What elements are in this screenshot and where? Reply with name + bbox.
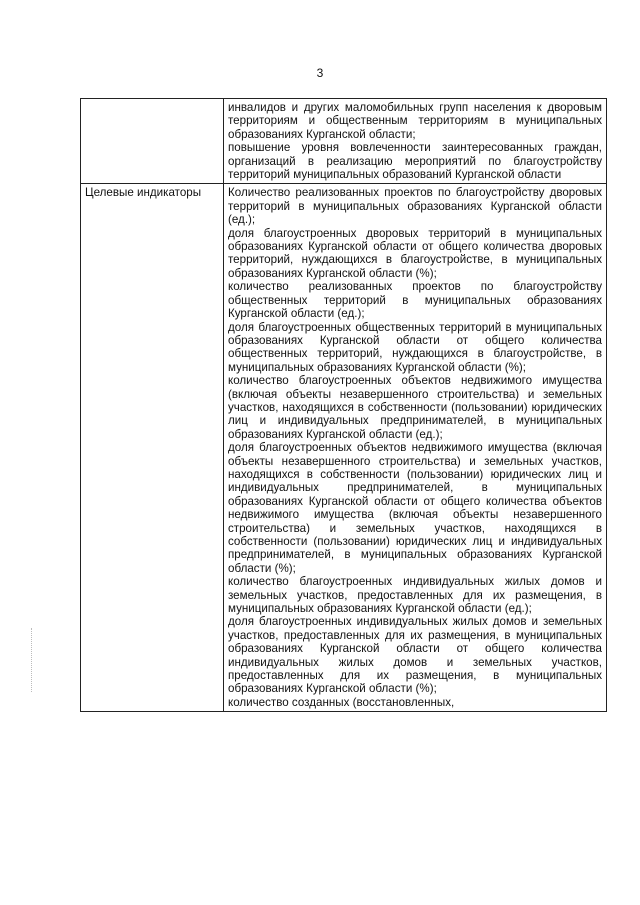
row-label-cell: Целевые индикаторы	[81, 184, 224, 712]
paragraph: доля благоустроенных дворовых территорий в муниципальных образованиях Курганской области от общего количества дворовых территорий, нуждающихся в благоустройстве, в муниципальных образованиях Курганской области (%);	[228, 226, 602, 280]
scan-margin-mark	[31, 628, 33, 692]
paragraph: количество реализованных проектов по благоустройству общественных территорий в муниципальных образованиях Курганской области (ед.);	[228, 280, 602, 321]
paragraph: доля благоустроенных объектов недвижимого имущества (включая объекты незавершенного строительства) и земельных участков, находящихся в собственности (пользовании) юридических лиц и индивидуальных предпринимателей, в муниципальных образованиях Курганской области от общего количества объектов недвижимого имущества (включая объекты незавершенного строительства) и земельных участков, находящихся в собственности (пользовании) юридических лиц и индивидуальных предпринимателей, в муниципальных образованиях Курганской области (%);	[228, 441, 602, 575]
paragraph: количество благоустроенных индивидуальных жилых домов и земельных участков, предоставленных для их размещения, в муниципальных образованиях Курганской области (ед.);	[228, 575, 602, 616]
paragraph: количество благоустроенных объектов недвижимого имущества (включая объекты незавершенного строительства) и земельных участков, находящихся в собственности (пользовании) юридических лиц и индивидуальных предпринимателей, в муниципальных образованиях Курганской области (ед.);	[228, 374, 602, 441]
row-label-cell	[81, 99, 224, 184]
paragraph: Количество реализованных проектов по благоустройству дворовых территорий в муниципальных образованиях Курганской области (ед.);	[228, 186, 602, 227]
row-content-cell	[224, 99, 607, 184]
passport-table	[80, 98, 607, 712]
row-content-cell	[224, 184, 607, 712]
table-row	[81, 184, 607, 712]
table-row	[81, 99, 607, 184]
paragraph: инвалидов и других маломобильных групп населения к дворовым территориям и общественным территориям в муниципальных образованиях Курганской области;	[228, 101, 602, 141]
paragraph: доля благоустроенных общественных территорий в муниципальных образованиях Курганской области от общего количества общественных территорий, нуждающихся в благоустройстве, в муниципальных образованиях Курганской области (%);	[228, 320, 602, 374]
page-number: 3	[316, 66, 324, 80]
paragraph: доля благоустроенных индивидуальных жилых домов и земельных участков, предоставленных для их размещения, в муниципальных образованиях Курганской области от общего количества индивидуальных жилых домов и земельных участков, предоставленных для их размещения, в муниципальных образованиях Курганской области (%);	[228, 615, 602, 696]
paragraph: повышение уровня вовлеченности заинтересованных граждан, организаций в реализацию мероприятий по благоустройству территорий муниципальных образований Курганской области	[228, 141, 602, 182]
paragraph: количество созданных (восстановленных,	[228, 695, 455, 709]
